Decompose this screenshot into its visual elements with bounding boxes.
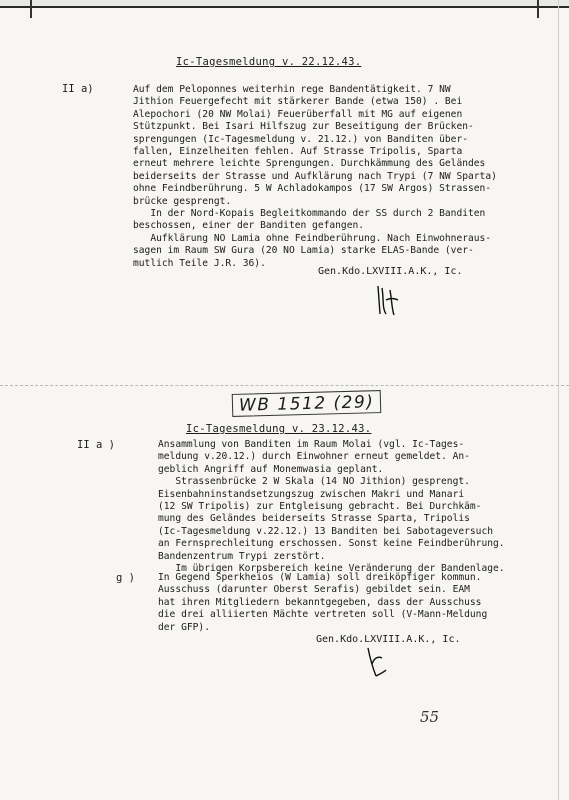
report1-line: brücke gesprengt. bbox=[133, 195, 232, 207]
report1-line: beiderseits der Strasse und Aufklärung nach Trypi (7 NW Sparta) bbox=[133, 170, 497, 182]
report1-line: ohne Feindberührung. 5 W Achladokampos (17 SW Argos) Strassen- bbox=[133, 183, 492, 195]
report2-line: mung des Geländes beiderseits Strasse Sparta, Tripolis bbox=[158, 513, 470, 525]
report2-line: an Fernsprechleitung erschossen. Sonst keine Feindberührung. bbox=[158, 538, 505, 550]
report2-line: geblich Angriff auf Monemwasia geplant. bbox=[158, 463, 384, 475]
report2-section-a-body bbox=[158, 439, 505, 575]
report2-section-g-label: g ) bbox=[116, 572, 135, 584]
report1-line: beschossen, einer der Banditen gefangen. bbox=[133, 220, 365, 232]
report1-line: sprengungen (Ic-Tagesmeldung v. 21.12.) von Banditen über- bbox=[133, 133, 469, 145]
report1-line: Aufklärung NO Lamia ohne Feindberührung. Nach Einwohneraus- bbox=[133, 232, 492, 244]
report1-line: Jithion Feuergefecht mit stärkerer Bande (etwa 150) . Bei bbox=[133, 96, 463, 108]
scan-top-border bbox=[0, 6, 569, 8]
scan-fold-line bbox=[0, 385, 569, 386]
report1-line: erneut mehrere leichte Sprengungen. Durchkämmung des Geländes bbox=[133, 158, 486, 170]
report1-section-label: II a) bbox=[62, 83, 94, 95]
report1-line: In der Nord-Kopais Begleitkommando der SS durch 2 Banditen bbox=[133, 208, 486, 220]
report1-line: Stützpunkt. Bei Isari Hilfszug zur Beseitigung der Brücken- bbox=[133, 121, 474, 133]
report1-signature: Gen.Kdo.LXVIII.A.K., Ic. bbox=[318, 266, 463, 277]
scan-edge-mark-right bbox=[537, 0, 539, 18]
report1-handwritten-initial bbox=[368, 280, 408, 320]
report2-line: meldung v.20.12.) durch Einwohner erneut gemeldet. An- bbox=[158, 451, 470, 463]
report2-line: Im übrigen Korpsbereich keine Veränderung der Bandenlage. bbox=[158, 563, 505, 575]
report2-line: Ausschuss (darunter Oberst Serafis) gebildet sein. EAM bbox=[158, 584, 470, 596]
report2-line: In Gegend Sperkheios (W Lamia) soll dreiköpfiger kommun. bbox=[158, 572, 482, 583]
report2-line: Bandenzentrum Trypi zerstört. bbox=[158, 550, 326, 562]
report2-line: (12 SW Tripolis) zur Entgleisung gebracht. Bei Durchkäm- bbox=[158, 501, 482, 513]
report2-section-a-label: II a ) bbox=[77, 439, 115, 451]
report1-line: Auf dem Peloponnes weiterhin rege Bandentätigkeit. 7 NW bbox=[133, 84, 451, 95]
report1-line: sagen im Raum SW Gura (20 NO Lamia) starke ELAS-Bande (ver- bbox=[133, 245, 474, 257]
archive-stamp: WB 1512 (29) bbox=[232, 390, 382, 417]
report2-line: hat ihren Mitgliedern bekanntgegeben, dass der Ausschuss bbox=[158, 596, 482, 608]
report1-line: fallen, Einzelheiten fehlen. Auf Strasse Tripolis, Sparta bbox=[133, 146, 463, 158]
report2-line: Ansammlung von Banditen im Raum Molai (vgl. Ic-Tages- bbox=[158, 439, 465, 450]
report1-line: mutlich Teile J.R. 36). bbox=[133, 257, 266, 269]
report2-handwritten-initial bbox=[360, 644, 390, 680]
scan-right-edge bbox=[558, 0, 559, 800]
report1-line: Alepochori (20 NW Molai) Feuerüberfall mit MG auf eigenen bbox=[133, 108, 463, 120]
report2-line: Strassenbrücke 2 W Skala (14 NO Jithion) gesprengt. bbox=[158, 476, 470, 488]
report2-line: (Ic-Tagesmeldung v.22.12.) 13 Banditen bei Sabotageversuch bbox=[158, 525, 494, 537]
report2-signature: Gen.Kdo.LXVIII.A.K., Ic. bbox=[316, 634, 461, 645]
report2-title: Ic-Tagesmeldung v. 23.12.43. bbox=[186, 423, 372, 435]
report2-line: die drei alliierten Mächte vertreten soll (V-Mann-Meldung bbox=[158, 609, 488, 621]
report2-line: der GFP). bbox=[158, 621, 210, 633]
report2-section-g-body bbox=[158, 572, 487, 634]
report1-body bbox=[133, 84, 497, 270]
report1-title: Ic-Tagesmeldung v. 22.12.43. bbox=[176, 56, 362, 68]
page-number: 55 bbox=[420, 708, 440, 726]
report2-line: Eisenbahninstandsetzungszug zwischen Makri und Manari bbox=[158, 488, 465, 500]
scan-edge-mark-left bbox=[30, 0, 32, 18]
